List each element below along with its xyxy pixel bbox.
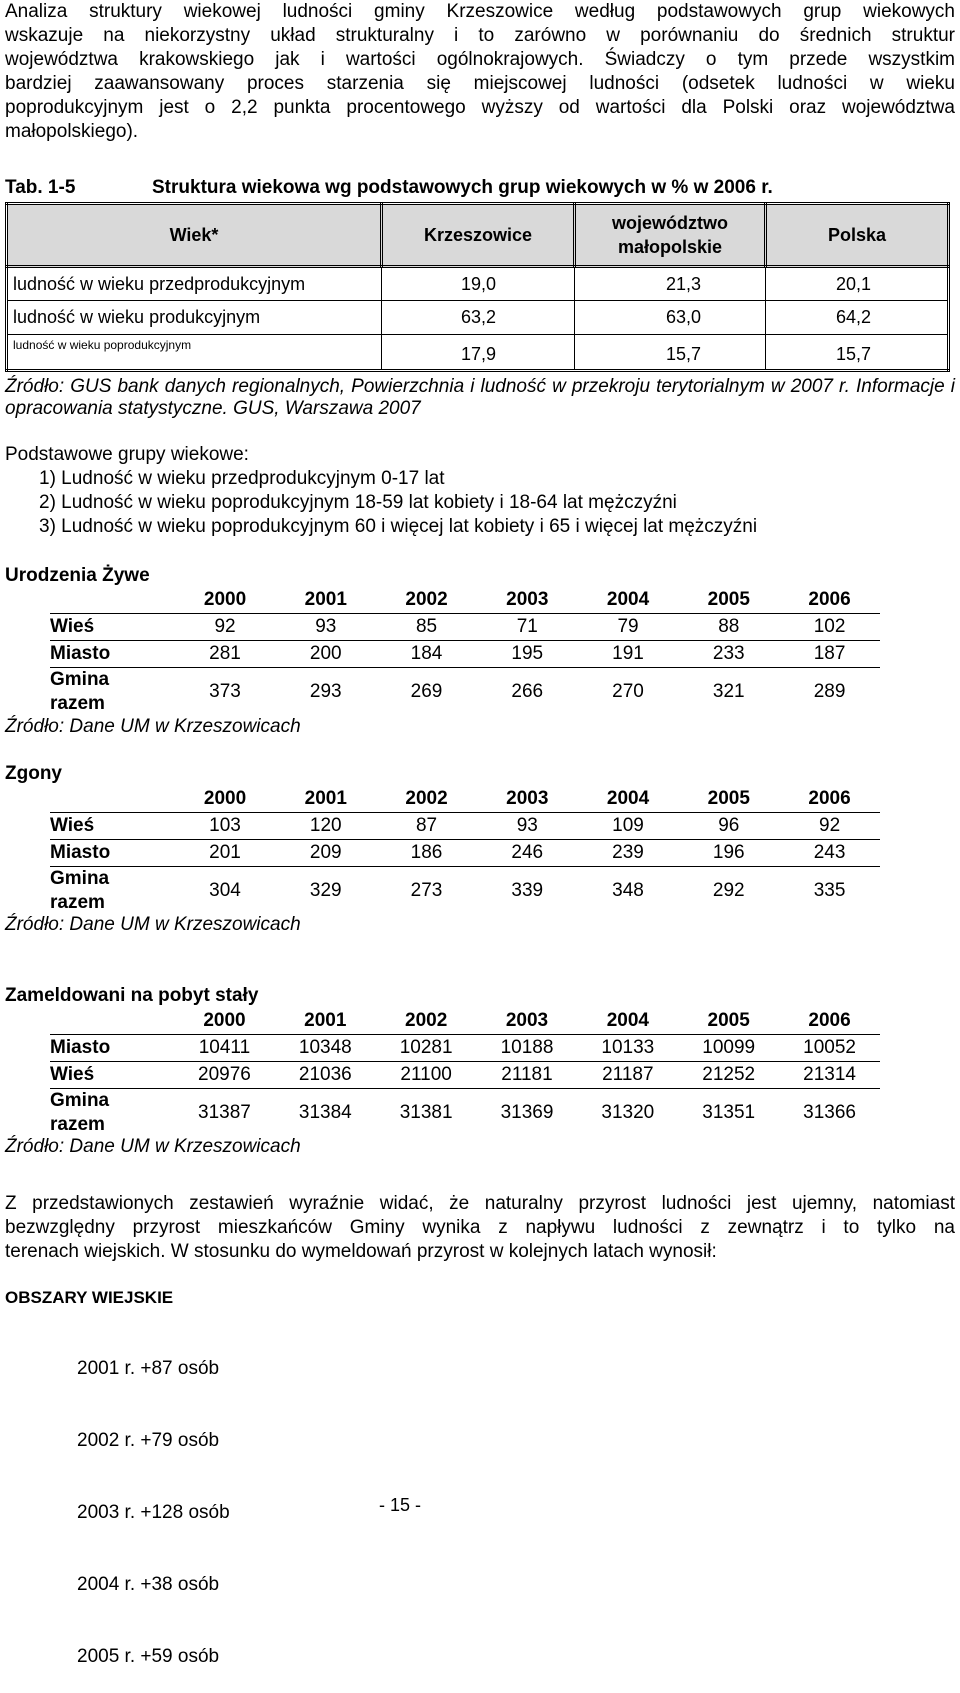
cell-value: 270 xyxy=(578,668,679,717)
year-header: 2002 xyxy=(405,1010,448,1031)
year-header: 2005 xyxy=(707,788,750,809)
cell-value: 21252 xyxy=(678,1062,779,1089)
cell-value: 187 xyxy=(779,641,880,668)
cell-value: 339 xyxy=(477,867,578,916)
intro-line: województwa krakowskiego jak i wartości ogólnokrajowych. Świadczy o tym przede wszystkim xyxy=(5,49,955,70)
cell-value: 15,7 xyxy=(766,335,949,371)
cell-value: 335 xyxy=(779,867,880,916)
year-header: 2004 xyxy=(606,589,650,610)
deaths-title: Zgony xyxy=(5,763,62,784)
table-row xyxy=(50,840,880,867)
cell-value: 195 xyxy=(477,641,578,668)
age-groups-heading: Podstawowe grupy wiekowe: xyxy=(5,444,249,465)
row-label: Gmina razem xyxy=(50,668,175,717)
year-header: 2001 xyxy=(304,1010,347,1031)
cell-value: 196 xyxy=(678,840,779,867)
cell-value: 10052 xyxy=(779,1035,880,1062)
table-source xyxy=(5,376,955,420)
births-title: Urodzenia Żywe xyxy=(5,565,150,586)
cell-value: 281 xyxy=(175,641,276,668)
conclusion-line: Z przedstawionych zestawień wyraźnie widać, że naturalny przyrost ludności jest ujemny, natomiast xyxy=(5,1193,955,1214)
cell-value: 96 xyxy=(678,813,779,840)
header-voivodeship: województwo małopolskie xyxy=(575,204,766,267)
header-krzeszowice: Krzeszowice xyxy=(382,204,575,267)
year-header: 2004 xyxy=(606,1010,649,1031)
cell-value: 71 xyxy=(477,614,578,641)
row-label: ludność w wieku przedprodukcyjnym xyxy=(7,267,382,301)
year-header-row xyxy=(50,786,880,813)
year-header: 2002 xyxy=(405,788,448,809)
intro-line: małopolskiego). xyxy=(5,121,139,142)
cell-value: 10281 xyxy=(376,1035,477,1062)
cell-value: 266 xyxy=(477,668,578,717)
intro-line: wskazuje na niekorzystny układ strukturalny i to zarówno w porównaniu do średnich struktur xyxy=(5,25,955,46)
cell-value: 31351 xyxy=(678,1089,779,1138)
cell-value: 292 xyxy=(678,867,779,916)
year-header: 2005 xyxy=(707,589,750,610)
list-item: 2002 r. +79 osób xyxy=(77,1430,220,1451)
year-header: 2000 xyxy=(203,1010,246,1031)
list-item: 2005 r. +59 osób xyxy=(77,1646,220,1667)
cell-value: 10099 xyxy=(678,1035,779,1062)
list-item: 2004 r. +38 osób xyxy=(77,1574,220,1595)
cell-value: 348 xyxy=(578,867,679,916)
year-header: 2001 xyxy=(304,788,347,809)
table-number: Tab. 1-5 xyxy=(5,177,76,198)
cell-value: 209 xyxy=(275,840,376,867)
cell-value: 63,2 xyxy=(382,301,575,335)
cell-value: 10133 xyxy=(577,1035,678,1062)
cell-value: 201 xyxy=(175,840,276,867)
row-label: Gmina razem xyxy=(50,1089,174,1138)
table-row xyxy=(50,1035,880,1062)
list-item: 2001 r. +87 osób xyxy=(77,1358,220,1379)
row-label: Miasto xyxy=(50,1035,174,1062)
cell-value: 31366 xyxy=(779,1089,880,1138)
year-header: 2001 xyxy=(304,589,347,610)
age-groups-section xyxy=(5,443,757,539)
cell-value: 109 xyxy=(578,813,679,840)
year-header: 2000 xyxy=(203,788,247,809)
table-row xyxy=(50,867,880,916)
year-header: 2004 xyxy=(606,788,650,809)
table-title: Struktura wiekowa wg podstawowych grup wiekowych w % w 2006 r. xyxy=(152,177,773,198)
births-table xyxy=(50,587,880,716)
deaths-table xyxy=(50,786,880,915)
cell-value: 93 xyxy=(275,614,376,641)
cell-value: 373 xyxy=(175,668,276,717)
cell-value: 64,2 xyxy=(766,301,949,335)
table-row xyxy=(50,641,880,668)
list-item: 2) Ludność w wieku poprodukcyjnym 18-59 lat kobiety i 18-64 lat mężczyźni xyxy=(39,492,677,513)
table-row xyxy=(7,301,949,335)
cell-value: 102 xyxy=(779,614,880,641)
cell-value: 79 xyxy=(578,614,679,641)
cell-value: 239 xyxy=(578,840,679,867)
page-number: - 15 - xyxy=(378,1495,421,1515)
cell-value: 93 xyxy=(477,813,578,840)
cell-value: 31381 xyxy=(376,1089,477,1138)
header-age: Wiek* xyxy=(7,204,382,267)
row-label: Wieś xyxy=(50,614,175,641)
cell-value: 184 xyxy=(376,641,477,668)
cell-value: 19,0 xyxy=(382,267,575,301)
cell-value: 103 xyxy=(175,813,276,840)
cell-value: 20,1 xyxy=(766,267,949,301)
cell-value: 17,9 xyxy=(382,335,575,371)
cell-value: 273 xyxy=(376,867,477,916)
cell-value: 10348 xyxy=(275,1035,376,1062)
cell-value: 10188 xyxy=(477,1035,578,1062)
cell-value: 10411 xyxy=(174,1035,275,1062)
intro-line: poprodukcyjnym jest o 2,2 punkta procentowego wyższy od wartości dla Polski oraz województwa xyxy=(5,97,955,118)
registered-source: Źródło: Dane UM w Krzeszowicach xyxy=(5,1136,301,1157)
cell-value: 243 xyxy=(779,840,880,867)
year-header: 2003 xyxy=(506,589,549,610)
cell-value: 21314 xyxy=(779,1062,880,1089)
registered-title: Zameldowani na pobyt stały xyxy=(5,985,259,1006)
row-label: Gmina razem xyxy=(50,867,175,916)
intro-paragraph xyxy=(5,0,955,144)
cell-value: 186 xyxy=(376,840,477,867)
row-label: Wieś xyxy=(50,1062,174,1089)
cell-value: 329 xyxy=(275,867,376,916)
cell-value: 31369 xyxy=(477,1089,578,1138)
conclusion-line: bezwzględny przyrost mieszkańców Gminy wynika z napływu ludności z zewnątrz i to tylko na xyxy=(5,1217,955,1238)
cell-value: 21181 xyxy=(477,1062,578,1089)
cell-value: 31387 xyxy=(174,1089,275,1138)
list-item: 2003 r. +128 osób xyxy=(77,1502,230,1523)
cell-value: 20976 xyxy=(174,1062,275,1089)
age-structure-table xyxy=(5,202,950,372)
table-row xyxy=(50,668,880,717)
cell-value: 191 xyxy=(578,641,679,668)
cell-value: 21187 xyxy=(577,1062,678,1089)
year-header: 2006 xyxy=(808,1010,851,1031)
year-header-row xyxy=(50,587,880,614)
row-label: Wieś xyxy=(50,813,175,840)
cell-value: 92 xyxy=(175,614,276,641)
cell-value: 21036 xyxy=(275,1062,376,1089)
row-label: Miasto xyxy=(50,641,175,668)
table-row xyxy=(50,1062,880,1089)
cell-value: 269 xyxy=(376,668,477,717)
year-header: 2005 xyxy=(707,1010,750,1031)
deaths-source: Źródło: Dane UM w Krzeszowicach xyxy=(5,914,301,935)
year-header: 2002 xyxy=(405,589,448,610)
cell-value: 289 xyxy=(779,668,880,717)
cell-value: 21,3 xyxy=(575,267,766,301)
source-line: opracowania statystyczne. GUS, Warszawa 2007 xyxy=(5,398,421,419)
cell-value: 63,0 xyxy=(575,301,766,335)
cell-value: 15,7 xyxy=(575,335,766,371)
row-label: ludność w wieku poprodukcyjnym xyxy=(7,335,382,371)
header-poland: Polska xyxy=(766,204,949,267)
cell-value: 31320 xyxy=(577,1089,678,1138)
cell-value: 200 xyxy=(275,641,376,668)
births-source: Źródło: Dane UM w Krzeszowicach xyxy=(5,716,301,737)
cell-value: 233 xyxy=(678,641,779,668)
cell-value: 293 xyxy=(275,668,376,717)
year-header-row xyxy=(50,1008,880,1035)
year-header: 2003 xyxy=(506,788,549,809)
cell-value: 31384 xyxy=(275,1089,376,1138)
cell-value: 87 xyxy=(376,813,477,840)
intro-line: Analiza struktury wiekowej ludności gminy Krzeszowice według podstawowych grup wiekowych xyxy=(5,1,955,22)
list-item: 1) Ludność w wieku przedprodukcyjnym 0-17 lat xyxy=(39,468,445,489)
source-line: Źródło: GUS bank danych regionalnych, Powierzchnia i ludność w przekroju terytorialnym w 2007 r. Informacje i xyxy=(5,376,955,397)
cell-value: 21100 xyxy=(376,1062,477,1089)
table-row xyxy=(50,813,880,840)
table-row xyxy=(50,614,880,641)
intro-line: bardziej zaawansowany proces starzenia się miejscowej ludności (odsetek ludności w wieku xyxy=(5,73,955,94)
registered-table xyxy=(50,1008,880,1137)
year-header: 2000 xyxy=(203,589,247,610)
table-row xyxy=(7,335,949,371)
cell-value: 321 xyxy=(678,668,779,717)
list-item: 3) Ludność w wieku poprodukcyjnym 60 i więcej lat kobiety i 65 i więcej lat mężczyźni xyxy=(39,516,758,537)
rural-heading: OBSZARY WIEJSKIE xyxy=(5,1288,174,1307)
year-header: 2006 xyxy=(808,589,851,610)
year-header: 2006 xyxy=(808,788,851,809)
year-header: 2003 xyxy=(505,1010,549,1031)
cell-value: 120 xyxy=(275,813,376,840)
cell-value: 88 xyxy=(678,614,779,641)
cell-value: 246 xyxy=(477,840,578,867)
row-label: Miasto xyxy=(50,840,175,867)
row-label: ludność w wieku produkcyjnym xyxy=(7,301,382,335)
conclusion-paragraph xyxy=(5,1192,955,1264)
table-row xyxy=(50,1089,880,1138)
conclusion-line: terenach wiejskich. W stosunku do wymeldowań przyrost w kolejnych latach wynosił: xyxy=(5,1241,717,1262)
cell-value: 92 xyxy=(779,813,880,840)
cell-value: 304 xyxy=(175,867,276,916)
cell-value: 85 xyxy=(376,614,477,641)
table-row xyxy=(7,267,949,301)
table-header-row xyxy=(7,204,949,267)
